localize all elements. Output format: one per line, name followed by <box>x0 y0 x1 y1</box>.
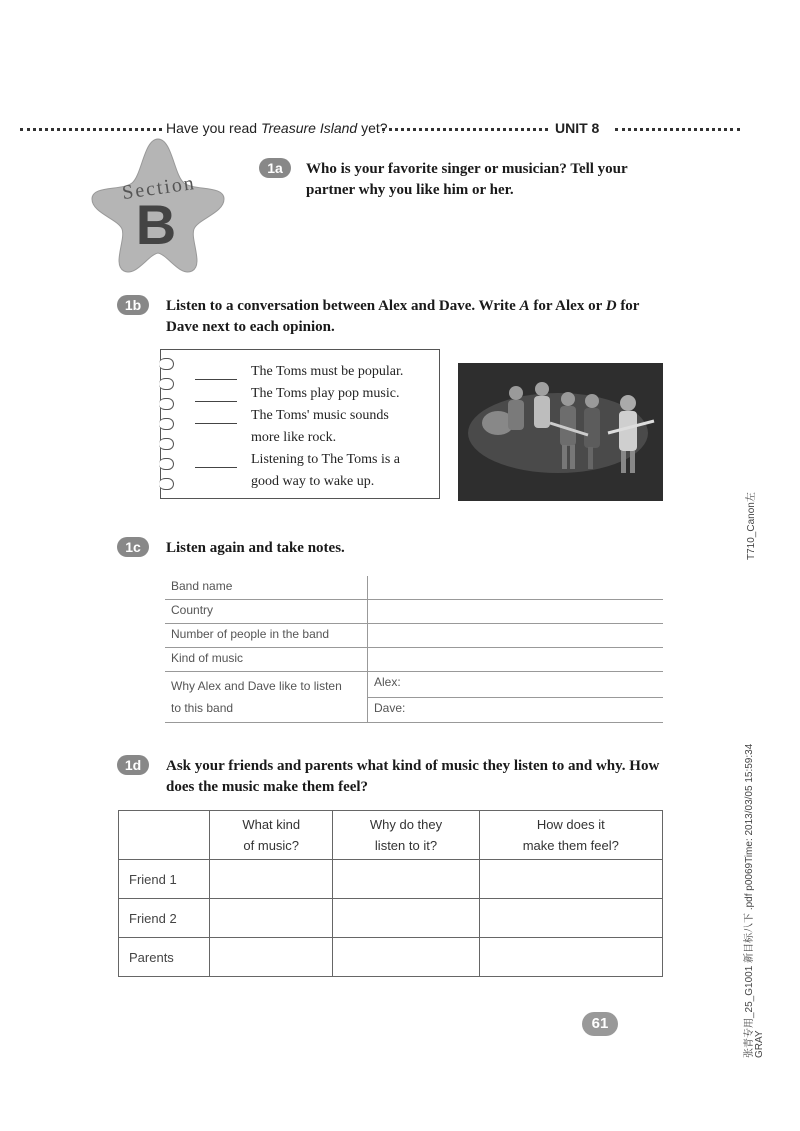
band-photo <box>458 363 663 501</box>
note-cell[interactable] <box>368 600 664 624</box>
note-cell[interactable] <box>368 624 664 648</box>
answer-cell[interactable] <box>479 899 662 938</box>
row-label: Friend 2 <box>119 899 210 938</box>
exercise-1c-instruction: Listen again and take notes. <box>166 540 345 556</box>
opinion-text: The Toms must be popular. <box>251 364 404 379</box>
chapter-title: Have you read Treasure Island yet? <box>166 120 388 136</box>
unit-label: UNIT 8 <box>555 120 600 136</box>
row-label: Parents <box>119 938 210 977</box>
answer-cell[interactable] <box>479 860 662 899</box>
row-label: Friend 1 <box>119 860 210 899</box>
answer-blank[interactable] <box>195 467 237 468</box>
opinion-text: good way to wake up. <box>251 474 375 489</box>
section-word: Section <box>120 171 198 205</box>
opinion-text: The Toms' music sounds <box>251 408 389 423</box>
column-header: How does it make them feel? <box>479 811 662 860</box>
note-cell[interactable] <box>368 576 664 600</box>
answer-cell[interactable] <box>210 860 333 899</box>
section-b-badge <box>88 135 228 275</box>
table-row <box>165 600 663 624</box>
opinions-notebook <box>160 349 440 499</box>
header-dots-right <box>615 128 740 131</box>
dave-note-cell[interactable]: Dave: <box>368 697 664 723</box>
exercise-1a-number: 1a <box>259 158 291 178</box>
spiral-ring-icon <box>159 358 174 370</box>
header-empty-cell <box>119 811 210 860</box>
section-letter: B <box>135 193 177 256</box>
spiral-ring-icon <box>159 478 174 490</box>
exercise-1b-instruction: Listen to a conversation between Alex and Dave. Write A for Alex or D for Dave next to each opinion. <box>166 298 640 335</box>
answer-cell[interactable] <box>333 938 479 977</box>
header-dots-left <box>20 128 162 131</box>
spiral-ring-icon <box>159 378 174 390</box>
why-label-line: Why Alex and Dave like to listen <box>171 679 342 693</box>
table-row <box>119 899 663 938</box>
opinion-text: The Toms play pop music. <box>251 386 400 401</box>
answer-cell[interactable] <box>333 860 479 899</box>
why-label-line: to this band <box>171 701 234 715</box>
row-label: Number of people in the band <box>165 624 368 648</box>
exercise-1d-instruction: Ask your friends and parents what kind of music they listen to and why. How does the music make them feel? <box>166 758 660 795</box>
column-header: What kind of music? <box>210 811 333 860</box>
printer-mark-bottom: 张青专用_25_G1001 新目标八下 .pdf p0069Time: 2013/03/05 15:59:34 <box>744 743 755 1058</box>
table-row <box>165 624 663 648</box>
row-label: Kind of music <box>165 648 368 672</box>
answer-blank[interactable] <box>195 423 237 424</box>
spiral-ring-icon <box>159 458 174 470</box>
exercise-1c-number: 1c <box>117 537 149 557</box>
spiral-ring-icon <box>159 418 174 430</box>
spiral-ring-icon <box>159 398 174 410</box>
opinion-text: Listening to The Toms is a <box>251 452 400 467</box>
answer-blank[interactable] <box>195 379 237 380</box>
answer-cell[interactable] <box>479 938 662 977</box>
printer-mark-top: T710_Canon左 <box>746 492 757 560</box>
exercise-1d-number: 1d <box>117 755 149 775</box>
table-header-row <box>119 811 663 860</box>
page-number: 61 <box>582 1012 618 1036</box>
notes-table <box>165 576 663 723</box>
exercise-1a-instruction: Who is your favorite singer or musician? Tell your partner why you like him or her. <box>306 161 628 198</box>
header-dots-middle <box>382 128 548 131</box>
column-header: Why do they listen to it? <box>333 811 479 860</box>
printer-mark-gray: GRAY <box>754 1030 765 1058</box>
table-row <box>119 938 663 977</box>
answer-cell[interactable] <box>210 899 333 938</box>
survey-table <box>118 810 663 977</box>
table-row <box>165 576 663 600</box>
table-row <box>165 648 663 672</box>
row-label: Band name <box>165 576 368 600</box>
row-label <box>165 672 368 723</box>
exercise-1b-number: 1b <box>117 295 149 315</box>
answer-blank[interactable] <box>195 401 237 402</box>
table-row <box>165 672 663 698</box>
row-label: Country <box>165 600 368 624</box>
answer-cell[interactable] <box>210 938 333 977</box>
table-row <box>119 860 663 899</box>
spiral-ring-icon <box>159 438 174 450</box>
note-cell[interactable] <box>368 648 664 672</box>
answer-cell[interactable] <box>333 899 479 938</box>
alex-note-cell[interactable]: Alex: <box>368 672 664 698</box>
opinion-text: more like rock. <box>251 430 337 445</box>
